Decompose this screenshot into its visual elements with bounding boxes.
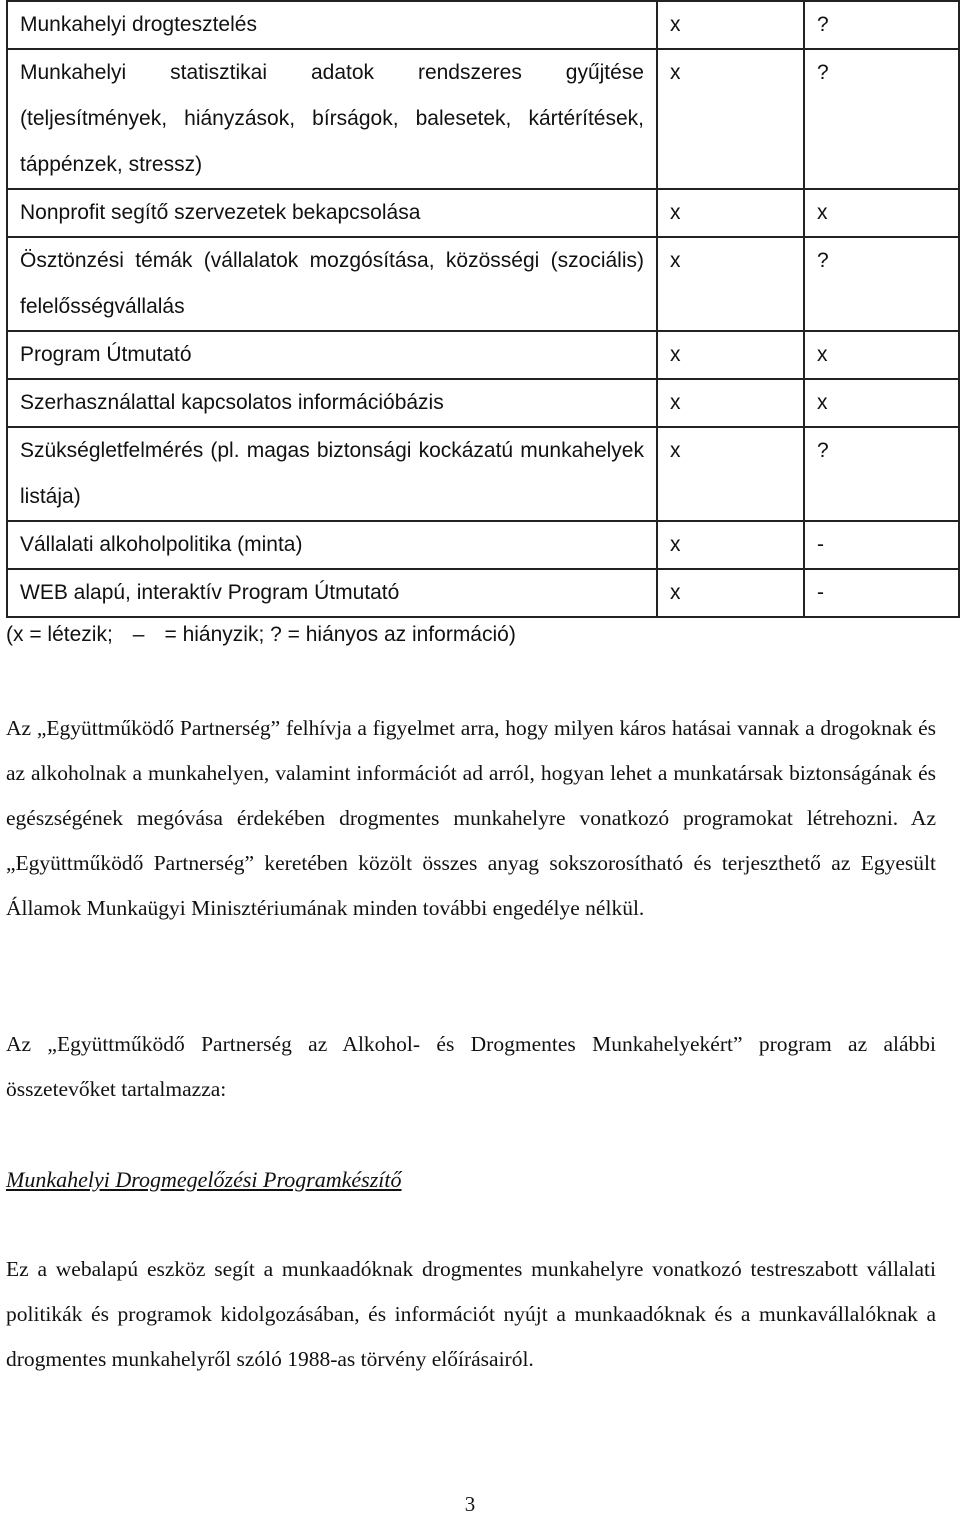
- row-label: Nonprofit segítő szervezetek bekapcsolása: [7, 189, 657, 237]
- row-label: Program Útmutató: [7, 331, 657, 379]
- table-legend: [6, 612, 516, 658]
- row-label: Munkahelyi statisztikai adatok rendszeres gyűjtése (teljesítmények, hiányzások, bírságok, balesetek, kártérítések, táppénzek, stressz): [7, 49, 657, 189]
- row-mark-exists: x: [657, 427, 804, 521]
- table-row: [7, 1, 959, 49]
- row-label: WEB alapú, interaktív Program Útmutató: [7, 569, 657, 617]
- row-mark-status: x: [804, 379, 959, 427]
- row-label: Munkahelyi drogtesztelés: [7, 1, 657, 49]
- row-mark-status: x: [804, 331, 959, 379]
- row-label: Ösztönzési témák (vállalatok mozgósítása, közösségi (szociális) felelősségvállalás: [7, 237, 657, 331]
- row-mark-status: ?: [804, 427, 959, 521]
- row-label: Szerhasználattal kapcsolatos információbázis: [7, 379, 657, 427]
- row-mark-exists: x: [657, 521, 804, 569]
- table-row: [7, 379, 959, 427]
- table-row: [7, 49, 959, 189]
- section-heading: Munkahelyi Drogmegelőzési Programkészítő: [6, 1167, 402, 1192]
- row-mark-exists: x: [657, 237, 804, 331]
- table-row: [7, 237, 959, 331]
- row-mark-status: ?: [804, 49, 959, 189]
- row-label: Szükségletfelmérés (pl. magas biztonsági kockázatú munkahelyek listája): [7, 427, 657, 521]
- row-mark-exists: x: [657, 379, 804, 427]
- row-mark-status: -: [804, 521, 959, 569]
- row-mark-status: x: [804, 189, 959, 237]
- table-row: [7, 569, 959, 617]
- row-mark-exists: x: [657, 331, 804, 379]
- page-number: 3: [464, 1492, 476, 1516]
- row-mark-status: ?: [804, 237, 959, 331]
- status-table: [6, 0, 960, 618]
- paragraph-partnership-intro: Az „Együttműködő Partnerség” felhívja a figyelmet arra, hogy milyen káros hatásai vannak a drogoknak és az alkoholnak a munkahelyen, valamint információt ad arról, hogyan lehet a munkatársak biztonságának és egészségének megóvása érdekében drogmentes munkahelyre vonatkozó programokat létrehozni. Az „Együttműködő Partnerség” keretében közölt összes anyag sokszorosítható és terjeszthető az Egyesült Államok Munkaügyi Minisztériumának minden további engedélye nélkül.: [6, 716, 936, 920]
- row-mark-exists: x: [657, 189, 804, 237]
- row-mark-exists: x: [657, 569, 804, 617]
- paragraph-program-components: Az „Együttműködő Partnerség az Alkohol- és Drogmentes Munkahelyekért” program az alábbi összetevőket tartalmazza:: [6, 1032, 936, 1101]
- legend-part-2: = hiányzik; ? = hiányos az információ): [164, 623, 516, 646]
- legend-part-1: (x = létezik;: [6, 623, 113, 646]
- row-mark-exists: x: [657, 49, 804, 189]
- table-row: [7, 427, 959, 521]
- legend-dash: –: [132, 623, 145, 646]
- table-row: [7, 331, 959, 379]
- table-row: [7, 189, 959, 237]
- row-mark-status: ?: [804, 1, 959, 49]
- row-label: Vállalati alkoholpolitika (minta): [7, 521, 657, 569]
- table-row: [7, 521, 959, 569]
- row-mark-exists: x: [657, 1, 804, 49]
- row-mark-status: -: [804, 569, 959, 617]
- paragraph-tool-description: Ez a webalapú eszköz segít a munkaadóknak drogmentes munkahelyre vonatkozó testreszabott vállalati politikák és programok kidolgozásában, és információt nyújt a munkaadóknak és a munkavállalóknak a drogmentes munkahelyről szóló 1988-as törvény előírásairól.: [6, 1257, 936, 1371]
